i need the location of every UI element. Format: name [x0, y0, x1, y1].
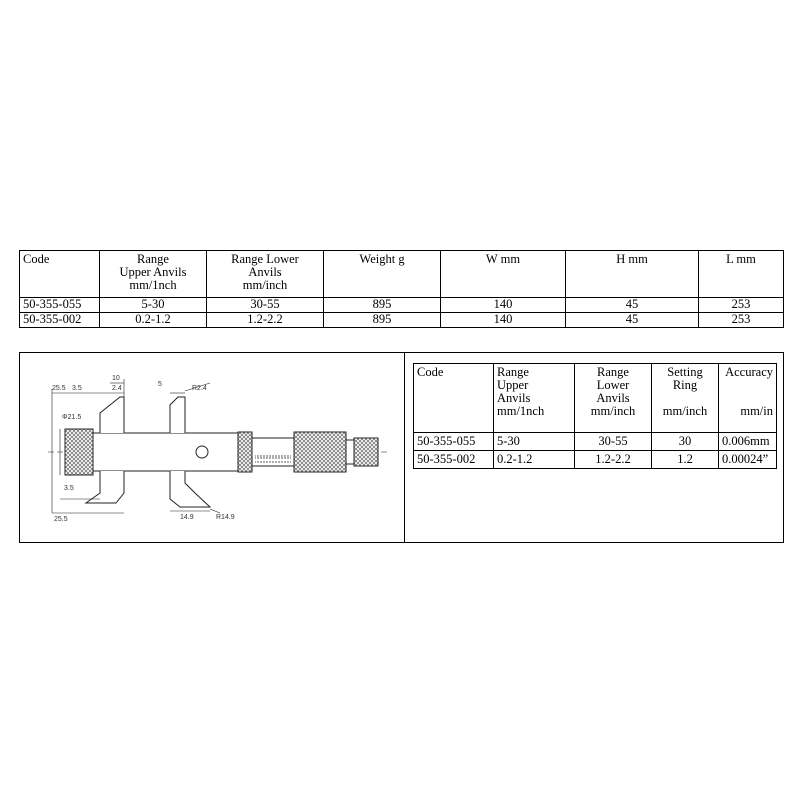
dim-diameter-21-5: Φ21.5 [62, 414, 82, 421]
cell-code: 50-355-002 [20, 313, 100, 328]
cell-w: 140 [441, 298, 566, 313]
table-row [20, 313, 784, 328]
header-range-upper [494, 364, 575, 433]
cell-weight: 895 [324, 313, 441, 328]
cell-upper: 0.2-1.2 [494, 451, 575, 469]
dim-r14-9: R14.9 [216, 514, 235, 521]
header-line: Accuracy [725, 365, 773, 379]
cell-weight: 895 [324, 298, 441, 313]
dim-r2-4: R2.4 [192, 385, 207, 392]
dim-25-5-top: 25.5 [52, 385, 66, 392]
header-accuracy [719, 364, 777, 433]
dim-2-4: 2.4 [112, 385, 122, 392]
header-line: Range [497, 365, 529, 379]
ratchet-stop [354, 438, 378, 466]
micrometer-drawing [20, 353, 404, 542]
header-line: Anvils [596, 391, 630, 405]
cell-accuracy: 0.00024” [719, 451, 777, 469]
table-header-row [414, 364, 777, 433]
dim-10: 10 [112, 375, 120, 382]
header-line: Upper Anvils [119, 265, 187, 279]
knurled-head [65, 429, 93, 475]
header-h: H mm [566, 251, 699, 298]
header-line: Anvils [248, 265, 282, 279]
header-line: Range [137, 252, 169, 266]
header-line: mm/inch [590, 404, 636, 418]
cell-upper: 5-30 [100, 298, 207, 313]
header-setting-ring [652, 364, 719, 433]
cell-upper: 0.2-1.2 [100, 313, 207, 328]
thimble [294, 432, 346, 472]
header-l: L mm [699, 251, 784, 298]
cell-l: 253 [699, 298, 784, 313]
cell-h: 45 [566, 313, 699, 328]
table-header-row [20, 251, 784, 298]
accuracy-table [413, 363, 777, 469]
table-row [414, 451, 777, 469]
header-line: mm/in [740, 404, 773, 418]
cell-l: 253 [699, 313, 784, 328]
cell-code: 50-355-002 [414, 451, 494, 469]
cell-code: 50-355-055 [20, 298, 100, 313]
cell-upper: 5-30 [494, 433, 575, 451]
cell-lower: 30-55 [575, 433, 652, 451]
cell-lower: 1.2-2.2 [575, 451, 652, 469]
product-detail-box [19, 352, 784, 543]
header-range-lower [575, 364, 652, 433]
header-line: Range [597, 365, 629, 379]
header-line: Setting [667, 365, 703, 379]
dim-3-5-bottom: 3.5 [64, 485, 74, 492]
specification-table [19, 250, 784, 328]
dim-14-9: 14.9 [180, 514, 194, 521]
table-row [20, 298, 784, 313]
header-code: Code [20, 251, 100, 298]
cell-lower: 1.2-2.2 [207, 313, 324, 328]
header-weight: Weight g [324, 251, 441, 298]
header-line: Anvils [497, 391, 531, 405]
header-line: Lower [596, 378, 630, 392]
cell-code: 50-355-055 [414, 433, 494, 451]
header-line: Ring [672, 378, 698, 392]
cell-h: 45 [566, 298, 699, 313]
header-line: mm/inch [242, 278, 288, 292]
dim-3-5-top: 3.5 [72, 385, 82, 392]
cell-setting: 1.2 [652, 451, 719, 469]
header-w: W mm [441, 251, 566, 298]
header-range-lower [207, 251, 324, 298]
cell-w: 140 [441, 313, 566, 328]
technical-drawing-cell [20, 353, 405, 542]
header-line: Range Lower [231, 252, 299, 266]
header-line: Upper [497, 378, 529, 392]
table-row [414, 433, 777, 451]
dim-5: 5 [158, 381, 162, 388]
header-spacer [722, 379, 773, 405]
header-line: mm/inch [662, 404, 708, 418]
header-line: mm/1nch [129, 278, 177, 292]
dim-25-5-bottom: 25.5 [54, 516, 68, 523]
header-line: mm/1nch [497, 404, 545, 418]
header-range-upper [100, 251, 207, 298]
cell-setting: 30 [652, 433, 719, 451]
cell-lower: 30-55 [207, 298, 324, 313]
cell-accuracy: 0.006mm [719, 433, 777, 451]
header-code: Code [414, 364, 494, 433]
